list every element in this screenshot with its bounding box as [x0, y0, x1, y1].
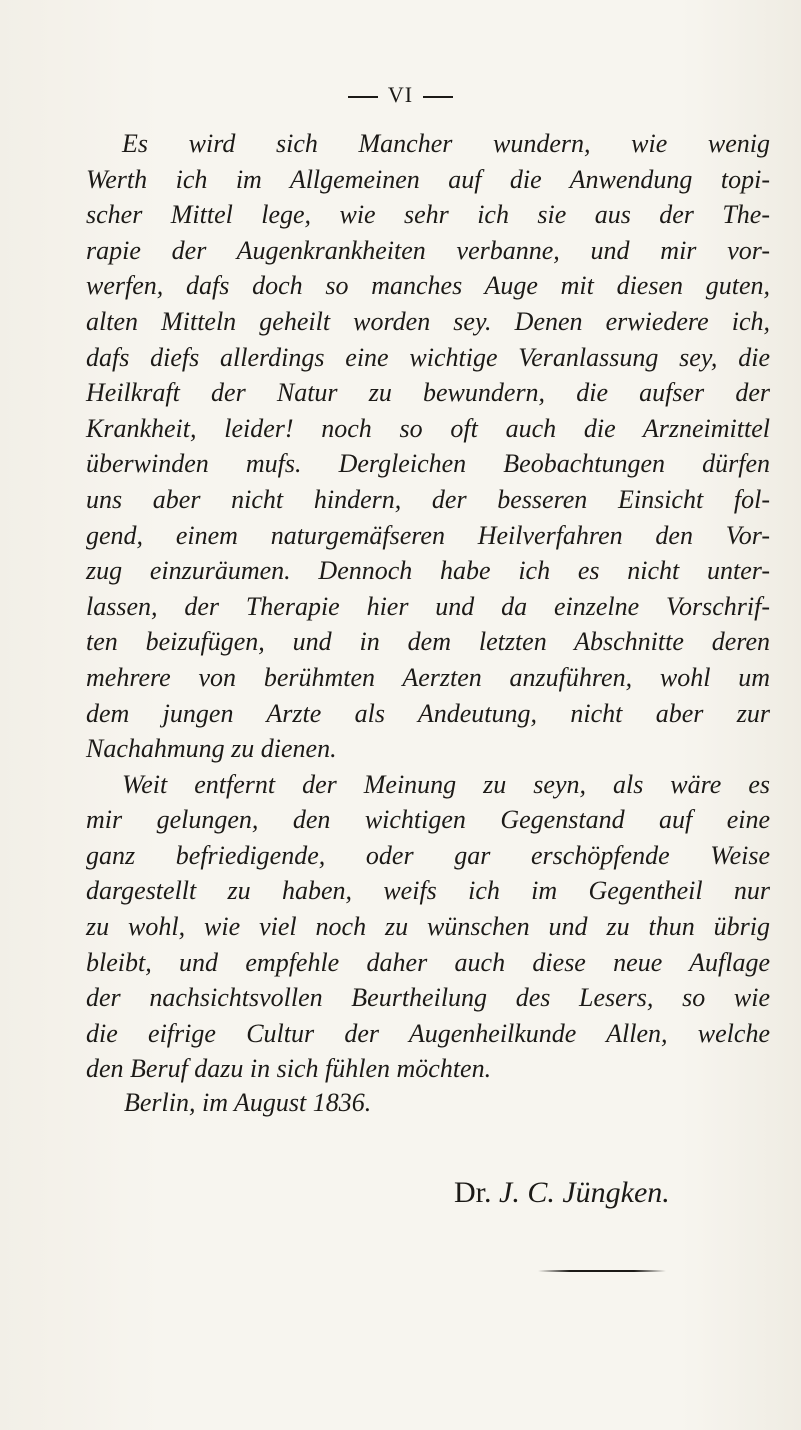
text-line: die eifrige Cultur der Augenheilkunde Allen, welche [86, 1018, 770, 1048]
text-line: mehrere von berühmten Aerzten anzuführen, wohl um [86, 662, 770, 692]
page-number-right-dash [423, 96, 453, 98]
author-signature [454, 1176, 670, 1210]
text-line: lassen, der Therapie hier und da einzelne Vorschrif- [86, 591, 770, 621]
text-line: ten beizufügen, und in dem letzten Abschnitte deren [86, 627, 770, 657]
text-line: Werth ich im Allgemeinen auf die Anwendung topi- [86, 164, 770, 194]
text-line: dargestellt zu haben, weifs ich im Gegentheil nur [86, 876, 770, 906]
text-line: zug einzuräumen. Dennoch habe ich es nicht unter- [86, 556, 770, 586]
text-line: Es wird sich Mancher wundern, wie wenig [122, 129, 770, 158]
text-line: uns aber nicht hindern, der besseren Einsicht fol- [86, 484, 770, 514]
text-line: mir gelungen, den wichtigen Gegenstand auf eine [86, 805, 770, 835]
closing-rule [538, 1270, 666, 1272]
text-line: dem jungen Arzte als Andeutung, nicht aber zur [86, 698, 770, 728]
text-line: Krankheit, leider! noch so oft auch die Arzneimittel [86, 413, 770, 443]
text-line: alten Mitteln geheilt worden sey. Denen erwiedere ich, [86, 306, 770, 336]
text-line: Heilkraft der Natur zu bewundern, die aufser der [86, 378, 770, 408]
author-name: J. C. Jüngken. [499, 1176, 670, 1209]
text-line: gend, einem naturgemäfseren Heilverfahren den Vor- [86, 520, 770, 550]
text-line: Nachahmung zu dienen. [86, 734, 337, 764]
author-prefix: Dr. [454, 1176, 492, 1209]
body-text [86, 126, 770, 1087]
page-number-left-dash [348, 96, 378, 98]
text-line: den Beruf dazu in sich fühlen möchten. [86, 1054, 492, 1084]
page-number [0, 82, 801, 108]
text-line: ganz befriedigende, oder gar erschöpfende Weise [86, 840, 770, 870]
text-line: scher Mittel lege, wie sehr ich sie aus der The- [86, 200, 770, 230]
text-line: zu wohl, wie viel noch zu wünschen und zu thun übrig [86, 912, 770, 942]
text-line: bleibt, und empfehle daher auch diese neue Auflage [86, 947, 770, 977]
text-line: dafs diefs allerdings eine wichtige Veranlassung sey, die [86, 342, 770, 372]
text-line: werfen, dafs doch so manches Auge mit diesen guten, [86, 271, 770, 301]
text-line: der nachsichtsvollen Beurtheilung des Lesers, so wie [86, 983, 770, 1013]
text-line: überwinden mufs. Dergleichen Beobachtungen dürfen [86, 449, 770, 479]
text-line: Weit entfernt der Meinung zu seyn, als wäre es [122, 769, 770, 799]
page-number-text: VI [387, 82, 414, 107]
text-line: rapie der Augenkrankheiten verbanne, und mir vor- [86, 235, 770, 265]
place-and-date: Berlin, im August 1836. [124, 1088, 372, 1117]
